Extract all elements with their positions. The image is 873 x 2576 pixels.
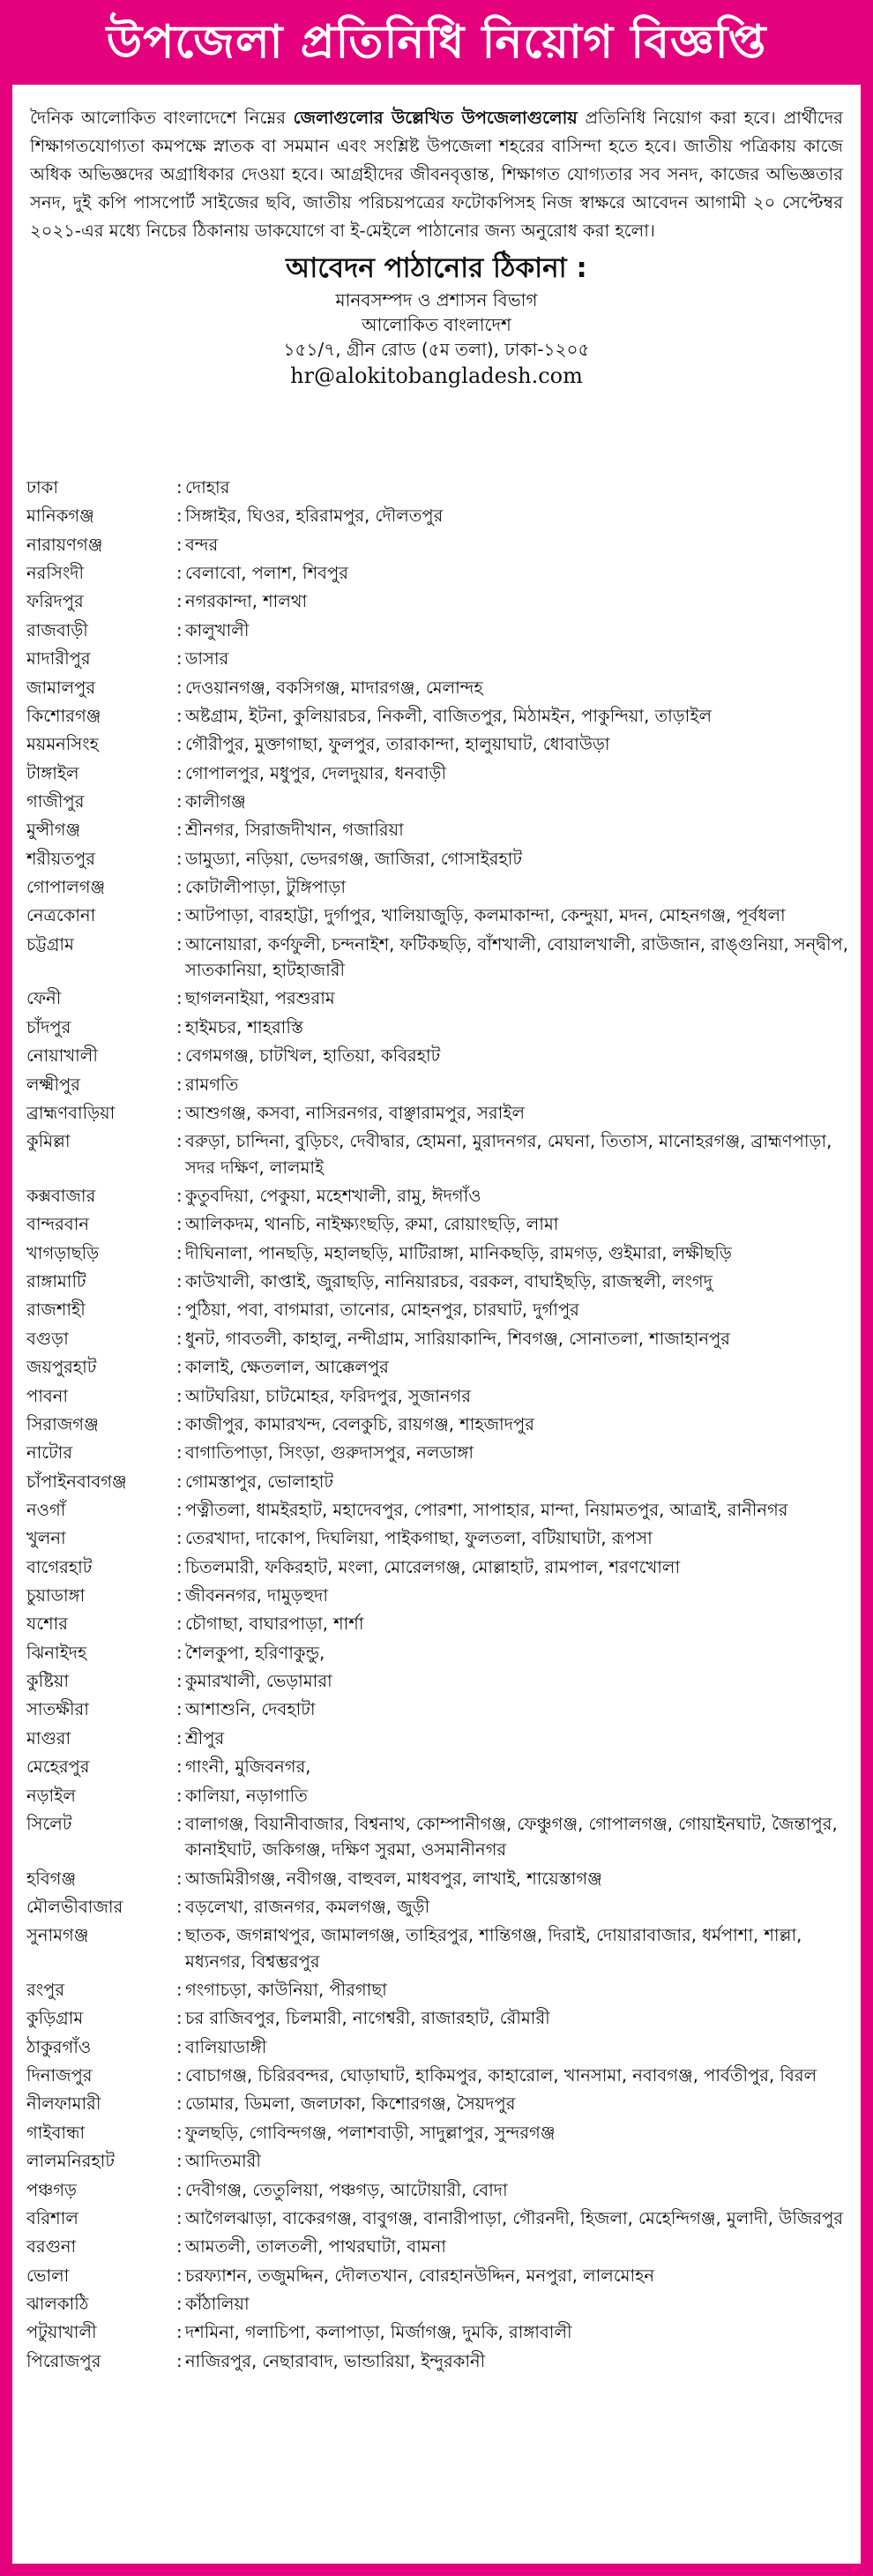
separator-colon: : [176, 1528, 183, 1549]
district-name: খাগড়াছড়ি [26, 1242, 100, 1263]
separator-colon: : [176, 1671, 183, 1692]
list-item [26, 618, 855, 643]
upazila-list: গৌরীপুর, মুক্তাগাছা, ফুলপুর, তারাকান্দা, হালুয়াঘাট, ধোবাউড়া [185, 734, 610, 755]
address-street: ১৫১/৭, গ্রীন রোড (৫ম তলা), ঢাকা-১২০৫ [283, 339, 590, 360]
upazila-list: বালাগঞ্জ, বিয়ানীবাজার, বিশ্বনাথ, কোম্পানীগঞ্জ, ফেঞ্চুগঞ্জ, গোপালগঞ্জ, গোয়াইনঘাট, জৈন্তাপুর, কানাইঘাট, জকিগঞ্জ, দক্ষিণ সুরমা, ওসমানীনগর [185, 1813, 838, 1861]
separator-colon: : [176, 705, 183, 726]
district-name: জামালপুর [26, 677, 96, 698]
upazila-list: কোটালীপাড়া, টুঙ্গিপাড়া [185, 877, 347, 898]
district-name: মৌলভীবাজার [26, 1896, 123, 1917]
list-item [26, 1726, 855, 1751]
separator-colon: : [176, 1102, 183, 1123]
upazila-list: সিঙ্গাইর, ঘিওর, হরিরামপুর, দৌলতপুর [185, 505, 444, 527]
upazila-list: পুঠিয়া, পবা, বাগমারা, তানোর, মোহনপুর, চারঘাট, দুর্গাপুর [185, 1299, 579, 1321]
list-item [26, 2291, 855, 2317]
upazila-list: দেওয়ানগঞ্জ, বকসিগঞ্জ, মাদারগঞ্জ, মেলান্দহ [185, 677, 483, 698]
list-item [26, 1894, 855, 1920]
district-name: ঝালকাঠি [26, 2294, 89, 2314]
upazila-list: চর রাজিবপুর, চিলমারী, নাগেশ্বরী, রাজারহাট, রৌমারী [185, 2008, 550, 2029]
separator-colon: : [176, 2065, 183, 2086]
list-item [26, 588, 855, 614]
list-item [26, 874, 855, 900]
list-item [26, 2205, 855, 2231]
upazila-list: কালুখালী [185, 619, 250, 640]
district-name: সিলেট [26, 1813, 72, 1834]
upazila-list: চিতলমারী, ফকিরহাট, মংলা, মোরেলগঞ্জ, মোল্লাহাট, রামপাল, শরণখোলা [185, 1556, 681, 1577]
separator-colon: : [176, 2207, 183, 2228]
upazila-list: দোহার [185, 477, 230, 498]
upazila-list: গোমস্তাপুর, ভোলাহাট [185, 1471, 334, 1492]
separator-colon: : [176, 2294, 183, 2314]
list-item [26, 1015, 855, 1040]
list-item [26, 1128, 855, 1180]
district-name: ভোলা [26, 2265, 70, 2286]
upazila-list: রামগতি [185, 1074, 239, 1095]
separator-colon: : [176, 534, 183, 555]
list-item [26, 1383, 855, 1409]
district-name: চট্টগ্রাম [26, 933, 74, 955]
upazila-list: দীঘিনালা, পানছড়ি, মহালছড়ি, মাটিরাঙ্গা, মানিকছড়ি, রামগড়, গুইমারা, লক্ষীছড়ি [185, 1242, 732, 1263]
district-name: বরিশাল [26, 2207, 78, 2228]
list-item [26, 1583, 855, 1608]
list-item [26, 1440, 855, 1465]
upazila-list: আজমিরীগঞ্জ, নবীগঞ্জ, বাহুবল, মাধবপুর, লাখাই, শায়েস্তাগঞ্জ [185, 1868, 602, 1889]
separator-colon: : [176, 477, 183, 498]
separator-colon: : [176, 1185, 183, 1206]
district-name: টাঙ্গাইল [26, 762, 79, 783]
district-name: যশোর [26, 1614, 68, 1635]
separator-colon: : [176, 1585, 183, 1606]
separator-colon: : [176, 1442, 183, 1464]
separator-colon: : [176, 1242, 183, 1263]
upazila-list: আনোয়ারা, কর্ণফুলী, চন্দনাইশ, ফটিকছড়ি, বাঁশখালী, বোয়ালখালী, রাউজান, রাঙ্গুনিয়া, সন্দ্বীপ, সাতকানিয়া, হাটহাজারী [185, 933, 848, 981]
upazila-list: নাজিরপুর, নেছারাবাদ, ভান্ডারিয়া, ইন্দুরকানী [185, 2350, 486, 2371]
upazila-list: আলিকদম, থানচি, নাইক্ষ্যংছড়ি, রুমা, রোয়াংছড়ি, লামা [185, 1214, 559, 1235]
list-item [26, 1554, 855, 1580]
district-name: রাজশাহী [26, 1299, 86, 1321]
separator-colon: : [176, 2151, 183, 2172]
district-name: গাজীপুর [26, 790, 85, 812]
list-item [26, 789, 855, 814]
separator-colon: : [176, 1614, 183, 1635]
intro-text-2: প্রতিনিধি নিয়োগ করা হবে। প্রার্থীদের শিক্ষাগতযোগ্যতা কমপক্ষে স্নাতক বা সমমান এবং সংশ্লিষ্ট উপজেলা শহরের বাসিন্দা হতে হবে। জাতীয় পত্রিকায় কাজে অধিক অভিজ্ঞদের অগ্রাধিকার দেওয়া হবে। আগ্রহীদের জীবনবৃত্তান্ত, শিক্ষাগত যোগ্যতার সব সনদ, কাজের অভিজ্ঞতার সনদ, দুই কপি পাসপোর্ট সাইজের ছবি, জাতীয় পরিচয়পত্রের ফটোকপিসহ নিজ স্বাক্ষরে আবেদন আগামী ২০ সেপ্টেম্বর ২০২১-এর মধ্যে নিচের ঠিকানায় ডাকযোগে বা ই-মেইলে পাঠানোর জন্য অনুরোধ করা হলো। [30, 108, 843, 241]
upazila-list: গোপালপুর, মধুপুর, দেলদুয়ার, ধনবাড়ী [185, 762, 447, 783]
list-item [26, 1783, 855, 1808]
separator-colon: : [176, 1785, 183, 1806]
separator-colon: : [176, 1642, 183, 1663]
district-name: বাগেরহাট [26, 1556, 93, 1577]
district-name: মুন্সীগঞ্জ [26, 820, 81, 841]
email-address[interactable]: hr@alokitobangladesh.com [290, 363, 583, 388]
district-name: ঠাকুরগাঁও [26, 2036, 92, 2057]
upazila-list: কালাই, ক্ষেতলাল, আক্কেলপুর [185, 1357, 389, 1378]
list-item [26, 902, 855, 928]
upazila-list: আশাশুনি, দেবহাটা [185, 1699, 316, 1720]
district-name: চাঁপাইনবাবগঞ্জ [26, 1471, 127, 1492]
district-name: মানিকগঞ্জ [26, 505, 94, 527]
separator-colon: : [176, 648, 183, 670]
district-name: বরগুনা [26, 2236, 77, 2258]
separator-colon: : [176, 1980, 183, 2001]
separator-colon: : [176, 877, 183, 898]
upazila-list: বাগাতিপাড়া, সিংড়া, গুরুদাসপুর, নলডাঙ্গা [185, 1442, 474, 1464]
list-item [26, 1922, 855, 1974]
separator-colon: : [176, 2122, 183, 2143]
list-item [26, 731, 855, 757]
page-title: উপজেলা প্রতিনিধি নিয়োগ বিজ্ঞপ্তি [0, 0, 873, 85]
district-name: ব্রাহ্মণবাড়িয়া [26, 1102, 116, 1123]
upazila-list: হাইমচর, শাহরাস্তি [185, 1016, 303, 1037]
list-item [26, 1640, 855, 1666]
district-name: চুয়াডাঙ্গা [26, 1585, 86, 1606]
separator-colon: : [176, 1756, 183, 1778]
district-name: সাতক্ষীরা [26, 1699, 89, 1720]
address-organization: আলোকিত বাংলাদেশ [362, 314, 511, 335]
district-name: ঢাকা [26, 477, 58, 498]
list-item [26, 1497, 855, 1523]
address-block [0, 249, 873, 390]
separator-colon: : [176, 1131, 183, 1152]
separator-colon: : [176, 2236, 183, 2258]
list-item [26, 1977, 855, 2003]
upazila-list: কাউখালী, কাপ্তাই, জুরাছড়ি, নানিয়ারচর, বরকল, বাঘাইছড়ি, রাজস্থলী, লংগদু [185, 1271, 713, 1292]
list-item [26, 1326, 855, 1352]
district-name: জয়পুরহাট [26, 1357, 97, 1378]
intro-paragraph [30, 104, 843, 245]
separator-colon: : [176, 2265, 183, 2286]
district-name: ময়মনসিংহ [26, 734, 99, 755]
upazila-list: আমতলী, তালতলী, পাথরঘাটা, বামনা [185, 2236, 446, 2258]
list-item [26, 1269, 855, 1294]
separator-colon: : [176, 1045, 183, 1067]
list-item [26, 2063, 855, 2088]
list-item [26, 532, 855, 558]
list-item [26, 703, 855, 729]
separator-colon: : [176, 790, 183, 812]
list-item [26, 1866, 855, 1891]
upazila-list: চৌগাছা, বাঘারপাড়া, শার্শা [185, 1614, 364, 1635]
separator-colon: : [176, 1499, 183, 1520]
separator-colon: : [176, 1385, 183, 1406]
district-name: খুলনা [26, 1528, 66, 1549]
separator-colon: : [176, 2179, 183, 2200]
separator-colon: : [176, 1813, 183, 1834]
address-department: মানবসম্পদ ও প্রশাসন বিভাগ [335, 289, 538, 311]
district-name: পঞ্চগড় [26, 2179, 77, 2200]
list-item [26, 1611, 855, 1636]
upazila-list: জীবননগর, দামুড়হুদা [185, 1585, 329, 1606]
upazila-list: বন্দর [185, 534, 219, 555]
separator-colon: : [176, 933, 183, 955]
list-item [26, 2319, 855, 2345]
upazila-list: ডাসার [185, 648, 229, 670]
list-item [26, 1072, 855, 1097]
separator-colon: : [176, 2322, 183, 2343]
list-item [26, 1354, 855, 1380]
list-item [26, 646, 855, 671]
upazila-list: ছাতক, জগন্নাথপুর, জামালগঞ্জ, তাহিরপুর, শান্তিগঞ্জ, দিরাই, দোয়ারাবাজার, ধর্মপাশা, শাল্লা, মধ্যনগর, বিশ্বম্ভরপুর [185, 1925, 802, 1972]
list-item [26, 1754, 855, 1779]
district-name: বান্দরবান [26, 1214, 90, 1235]
upazila-list: কাজীপুর, কামারখন্দ, বেলকুচি, রায়গঞ্জ, শাহজাদপুর [185, 1413, 534, 1434]
district-name: নীলফামারী [26, 2093, 101, 2115]
upazila-list: আশুগঞ্জ, কসবা, নাসিরনগর, বাঞ্ছারামপুর, সরাইল [185, 1102, 525, 1123]
separator-colon: : [176, 1299, 183, 1321]
separator-colon: : [176, 505, 183, 527]
separator-colon: : [176, 1074, 183, 1095]
list-item [26, 1811, 855, 1863]
separator-colon: : [176, 1925, 183, 1946]
district-name: কক্সবাজার [26, 1185, 96, 1206]
district-name: পিরোজপুর [26, 2350, 101, 2371]
list-item [26, 2120, 855, 2145]
district-name: সুনামগঞ্জ [26, 1925, 89, 1946]
upazila-list: দেবীগঞ্জ, তেতুলিয়া, পঞ্চগড়, আটোয়ারী, বোদা [185, 2179, 508, 2200]
district-name: নড়াইল [26, 1785, 76, 1806]
list-item [26, 1668, 855, 1694]
list-item [26, 1412, 855, 1437]
district-name: নাটোর [26, 1442, 73, 1464]
district-name: নেত্রকোনা [26, 905, 96, 926]
list-item [26, 1183, 855, 1209]
list-item [26, 1240, 855, 1266]
separator-colon: : [176, 2350, 183, 2371]
list-item [26, 932, 855, 984]
list-item [26, 2234, 855, 2259]
list-item [26, 2177, 855, 2203]
upazila-list: কাঁঠালিয়া [185, 2294, 250, 2314]
separator-colon: : [176, 1699, 183, 1720]
list-item [26, 475, 855, 500]
separator-colon: : [176, 905, 183, 926]
upazila-list: আদিতমারী [185, 2151, 261, 2172]
upazila-list: বড়লেখা, রাজনগর, কমলগঞ্জ, জুড়ী [185, 1896, 430, 1917]
list-item [26, 2148, 855, 2174]
upazila-list: ধুনট, গাবতলী, কাহালু, নন্দীগ্রাম, সারিয়াকান্দি, শিবগঞ্জ, সোনাতলা, শাজাহানপুর [185, 1328, 730, 1349]
separator-colon: : [176, 1413, 183, 1434]
district-name: ঝিনাইদহ [26, 1642, 87, 1663]
district-name: দিনাজপুর [26, 2065, 93, 2086]
separator-colon: : [176, 619, 183, 640]
list-item [26, 2005, 855, 2031]
separator-colon: : [176, 820, 183, 841]
upazila-list: শ্রীপুর [185, 1727, 225, 1749]
upazila-list: তেরখাদা, দাকোপ, দিঘলিয়া, পাইকগাছা, ফুলতলা, বটিয়াঘাটা, রূপসা [185, 1528, 653, 1549]
separator-colon: : [176, 2036, 183, 2057]
district-name: কিশোরগঞ্জ [26, 705, 101, 726]
list-item [26, 846, 855, 872]
upazila-list: ডামুড্যা, নড়িয়া, ভেদরগঞ্জ, জাজিরা, গোসাইরহাট [185, 848, 523, 869]
district-name: রাজবাড়ী [26, 619, 88, 640]
upazila-list: আগৈলঝাড়া, বাকেরগঞ্জ, বাবুগঞ্জ, বানারীপাড়া, গৌরনদী, হিজলা, মেহেন্দিগঞ্জ, মুলাদী, উজিরপুর [185, 2207, 844, 2228]
district-name: পটুয়াখালী [26, 2322, 97, 2343]
separator-colon: : [176, 1896, 183, 1917]
district-name: মাদারীপুর [26, 648, 91, 670]
separator-colon: : [176, 563, 183, 584]
list-item [26, 1100, 855, 1126]
upazila-list: কুমারখালী, ভেড়ামারা [185, 1671, 332, 1692]
upazila-list: বোচাগঞ্জ, চিরিরবন্দর, ঘোড়াঘাট, হাকিমপুর, কাহারোল, খানসামা, নবাবগঞ্জ, পার্বতীপুর, বিরল [185, 2065, 817, 2086]
upazila-list: শ্রীনগর, সিরাজদীখান, গজারিয়া [185, 820, 404, 841]
separator-colon: : [176, 734, 183, 755]
upazila-list: আটঘরিয়া, চাটমোহর, ফরিদপুর, সুজানগর [185, 1385, 472, 1406]
upazila-list: অষ্টগ্রাম, ইটনা, কুলিয়ারচর, নিকলী, বাজিতপুর, মিঠামইন, পাকুন্দিয়া, তাড়াইল [185, 705, 713, 726]
district-name: বগুড়া [26, 1328, 69, 1349]
list-item [26, 985, 855, 1011]
separator-colon: : [176, 848, 183, 869]
separator-colon: : [176, 1328, 183, 1349]
list-item [26, 760, 855, 786]
district-name: নরসিংদী [26, 563, 85, 584]
district-name: ফেনী [26, 988, 62, 1009]
district-name: লালমনিরহাট [26, 2151, 116, 2172]
intro-text-1: দৈনিক আলোকিত বাংলাদেশে নিম্নের [30, 108, 294, 128]
separator-colon: : [176, 1556, 183, 1577]
list-item [26, 2034, 855, 2060]
separator-colon: : [176, 988, 183, 1009]
separator-colon: : [176, 1214, 183, 1235]
list-item [26, 1525, 855, 1551]
district-name: ফরিদপুর [26, 591, 84, 612]
list-item [26, 1469, 855, 1494]
separator-colon: : [176, 1471, 183, 1492]
list-item [26, 2263, 855, 2288]
address-title: আবেদন পাঠানোর ঠিকানা : [286, 252, 587, 284]
separator-colon: : [176, 1727, 183, 1749]
district-name: পাবনা [26, 1385, 69, 1406]
upazila-list: ডোমার, ডিমলা, জলঢাকা, কিশোরগঞ্জ, সৈয়দপুর [185, 2093, 516, 2115]
district-upazila-list [26, 475, 855, 2377]
district-name: নোয়াখালী [26, 1045, 98, 1067]
district-name: চাঁদপুর [26, 1016, 71, 1037]
upazila-list: বেগমগঞ্জ, চাটখিল, হাতিয়া, কবিরহাট [185, 1045, 441, 1067]
district-name: নওগাঁ [26, 1499, 66, 1520]
upazila-list: কুতুবদিয়া, পেকুয়া, মহেশখালী, রামু, ঈদগাঁও [185, 1185, 481, 1206]
district-name: শরীয়তপুর [26, 848, 95, 869]
upazila-list: বালিয়াডাঙ্গী [185, 2036, 267, 2057]
upazila-list: কালিয়া, নড়াগাতি [185, 1785, 308, 1806]
district-name: কুষ্টিয়া [26, 1671, 70, 1692]
district-name: কুড়িগ্রাম [26, 2008, 84, 2029]
upazila-list: গংগাচড়া, কাউনিয়া, পীরগাছা [185, 1980, 387, 2001]
separator-colon: : [176, 591, 183, 612]
list-item [26, 1297, 855, 1322]
intro-bold-text: জেলাগুলোর উল্লেখিত উপজেলাগুলোয় [293, 108, 578, 128]
separator-colon: : [176, 1868, 183, 1889]
district-name: গোপালগঞ্জ [26, 877, 106, 898]
list-item [26, 503, 855, 528]
separator-colon: : [176, 1357, 183, 1378]
upazila-list: আটপাড়া, বারহাট্টা, দুর্গাপুর, খালিয়াজুড়ি, কলমাকান্দা, কেন্দুয়া, মদন, মোহনগঞ্জ, পূর্বধলা [185, 905, 786, 926]
district-name: গাইবান্ধা [26, 2122, 86, 2143]
district-name: নারায়ণগঞ্জ [26, 534, 103, 555]
upazila-list: দশমিনা, গলাচিপা, কলাপাড়া, মির্জাগঞ্জ, দুমকি, রাঙ্গাবালী [185, 2322, 572, 2343]
upazila-list: বরুড়া, চান্দিনা, বুড়িচং, দেবীদ্বার, হোমনা, মুরাদনগর, মেঘনা, তিতাস, মানোহরগঞ্জ, ব্রাহ্মণপাড়া, সদর দক্ষিণ, লালমাই [185, 1131, 832, 1178]
list-item [26, 560, 855, 586]
district-name: হবিগঞ্জ [26, 1868, 77, 1889]
upazila-list: বেলাবো, পলাশ, শিবপুর [185, 563, 348, 584]
separator-colon: : [176, 2093, 183, 2115]
district-name: সিরাজগঞ্জ [26, 1413, 99, 1434]
upazila-list: পত্নীতলা, ধামইরহাট, মহাদেবপুর, পোরশা, সাপাহার, মান্দা, নিয়ামতপুর, আত্রাই, রানীনগর [185, 1499, 788, 1520]
upazila-list: শৈলকুপা, হরিণাকুন্ডু, [185, 1642, 325, 1663]
list-item [26, 2348, 855, 2374]
district-name: রাঙ্গামাটি [26, 1271, 86, 1292]
district-name: মেহেরপুর [26, 1756, 90, 1778]
district-name: রংপুর [26, 1980, 65, 2001]
district-name: কুমিল্লা [26, 1131, 71, 1152]
upazila-list: চরফ্যাশন, তজুমদ্দিন, দৌলতখান, বোরহানউদ্দিন, মনপুরা, লালমোহন [185, 2265, 655, 2286]
separator-colon: : [176, 1271, 183, 1292]
upazila-list: গাংনী, মুজিবনগর, [185, 1756, 311, 1778]
separator-colon: : [176, 762, 183, 783]
upazila-list: ফুলছড়ি, গোবিন্দগঞ্জ, পলাশবাড়ী, সাদুল্লাপুর, সুন্দরগঞ্জ [185, 2122, 556, 2143]
separator-colon: : [176, 677, 183, 698]
upazila-list: নগরকান্দা, শালথা [185, 591, 308, 612]
upazila-list: কালীগঞ্জ [185, 790, 246, 812]
separator-colon: : [176, 1016, 183, 1037]
list-item [26, 817, 855, 842]
district-name: মাগুরা [26, 1727, 71, 1749]
list-item [26, 675, 855, 700]
upazila-list: ছাগলনাইয়া, পরশুরাম [185, 988, 335, 1009]
list-item [26, 2091, 855, 2116]
list-item [26, 1696, 855, 1722]
list-item [26, 1043, 855, 1068]
separator-colon: : [176, 2008, 183, 2029]
list-item [26, 1211, 855, 1237]
district-name: লক্ষ্মীপুর [26, 1074, 81, 1095]
